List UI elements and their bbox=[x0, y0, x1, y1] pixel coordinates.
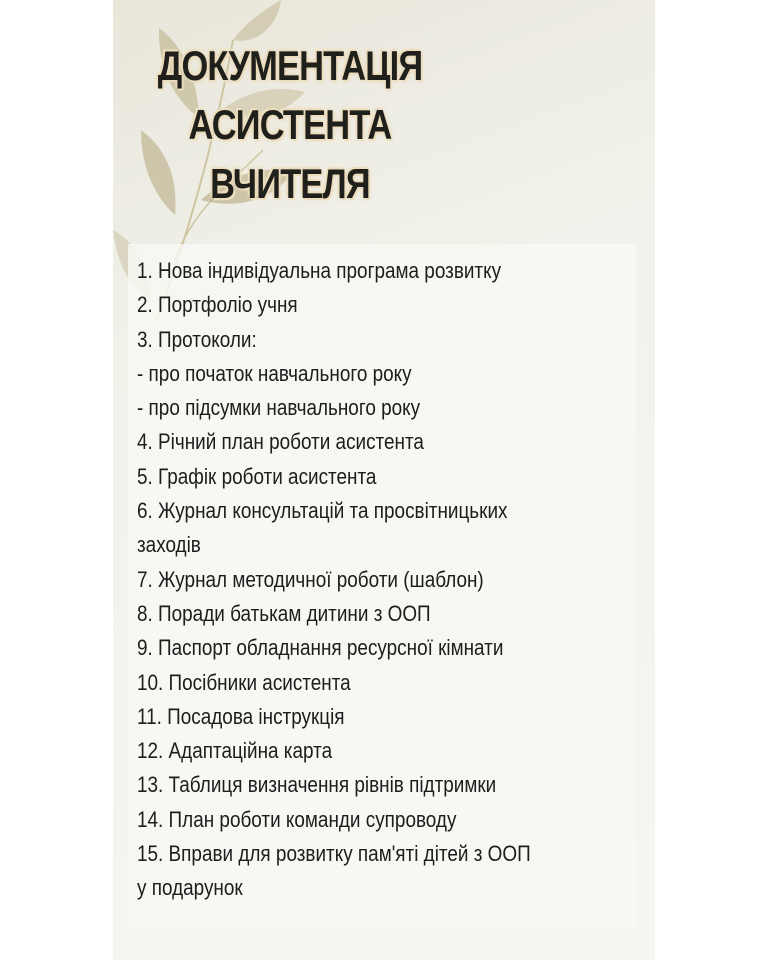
title-line: АСИСТЕНТА bbox=[188, 101, 392, 148]
list-item: 4. Річний план роботи асистента bbox=[137, 429, 424, 455]
list-item: 10. Посібники асистента bbox=[137, 669, 351, 695]
list-item: 12. Адаптаційна карта bbox=[137, 738, 333, 764]
list-item: 14. План роботи команди супроводу bbox=[137, 806, 457, 832]
page-title bbox=[126, 36, 454, 213]
list-item: - про початок навчального року bbox=[137, 360, 412, 386]
list-item: 13. Таблиця визначення рівнів підтримки bbox=[137, 772, 497, 798]
list-item: 2. Портфоліо учня bbox=[137, 292, 298, 318]
list-item: заходів bbox=[137, 532, 201, 558]
list-item: 7. Журнал методичної роботи (шаблон) bbox=[137, 566, 484, 592]
list-item: у подарунок bbox=[137, 875, 243, 901]
list-item: - про підсумки навчального року bbox=[137, 395, 421, 421]
list-item: 15. Вправи для розвитку пам'яті дітей з ООП bbox=[137, 841, 531, 867]
list-item: 11. Посадова інструкція bbox=[137, 703, 345, 729]
list-item: 6. Журнал консультацій та просвітницьких bbox=[137, 498, 508, 524]
document-list bbox=[137, 254, 637, 906]
list-item: 9. Паспорт обладнання ресурсної кімнати bbox=[137, 635, 504, 661]
title-line: ДОКУМЕНТАЦІЯ bbox=[157, 42, 423, 89]
list-item: 3. Протоколи: bbox=[137, 326, 257, 352]
title-line: ВЧИТЕЛЯ bbox=[210, 160, 370, 207]
list-item: 8. Поради батькам дитини з ООП bbox=[137, 600, 431, 626]
list-item: 5. Графік роботи асистента bbox=[137, 463, 377, 489]
list-item: 1. Нова індивідуальна програма розвитку bbox=[137, 258, 502, 283]
